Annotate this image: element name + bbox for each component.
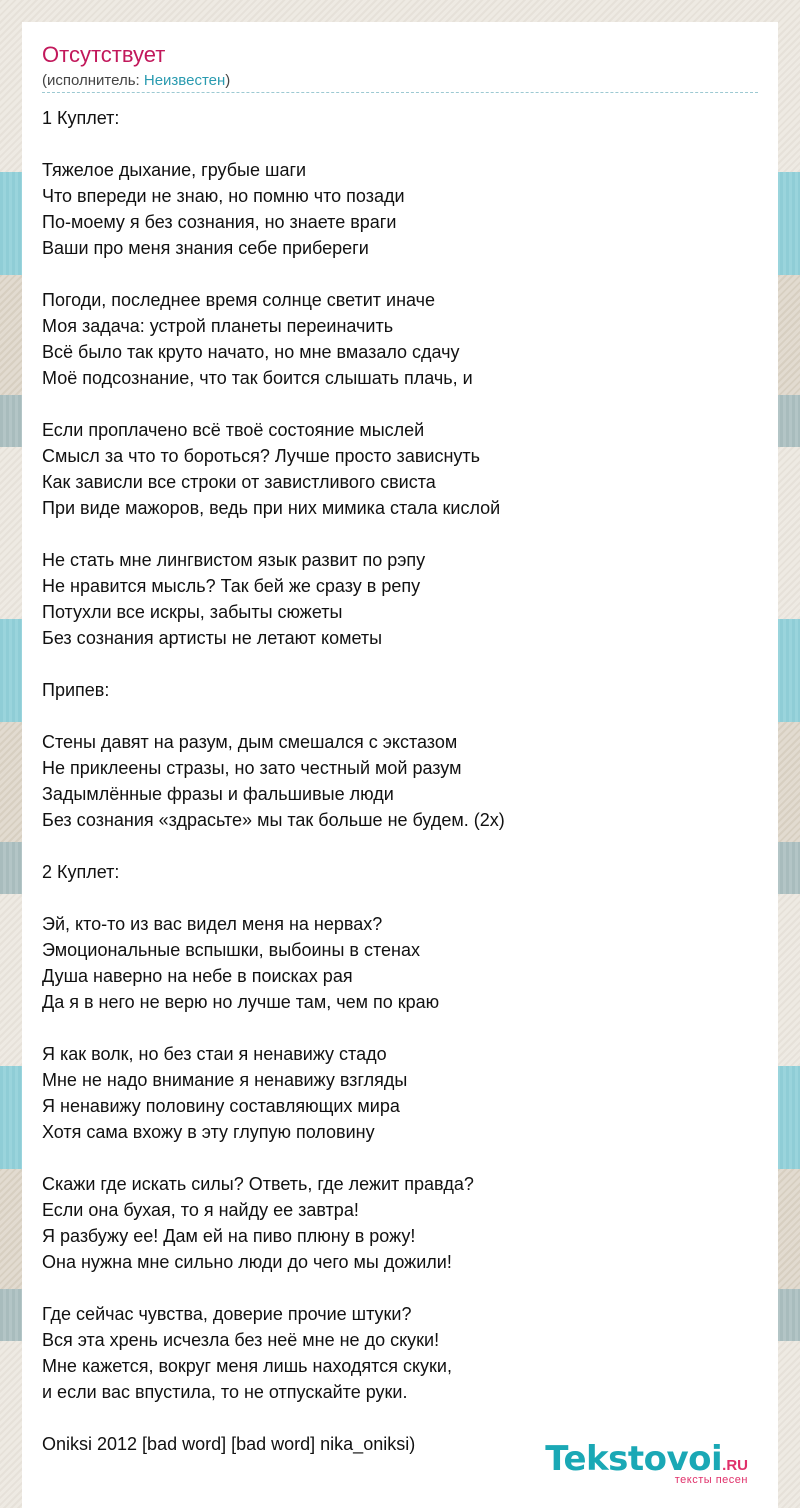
lyrics-card [22,22,778,1508]
lyric-line: Как зависли все строки от завистливого свиста [42,472,436,492]
lyric-line: Если проплачено всё твоё состояние мыслей [42,420,425,440]
artist-suffix: ) [225,72,231,89]
lyric-line: Без сознания «здрасьте» мы так больше не будем. (2х) [42,810,505,830]
lyric-line: Душа наверно на небе в поисках рая [42,966,353,986]
blank-line [42,833,758,859]
lyric-line: По-моему я без сознания, но знаете враги [42,212,397,232]
lyric-line: Я разбужу ее! Дам ей на пиво плюну в рожу! [42,1226,416,1246]
lyric-line: Мне не надо внимание я ненавижу взгляды [42,1070,408,1090]
logo-tagline: тексты песен [674,1474,748,1486]
lyric-line: Потухли все искры, забыты сюжеты [42,602,343,622]
lyric-line: Не нравится мысль? Так бей же сразу в репу [42,576,421,596]
lyric-line: Oniksi 2012 [bad word] [bad word] nika_oniksi) [42,1434,416,1454]
lyric-line: Где сейчас чувства, доверие прочие штуки? [42,1304,412,1324]
artist-line [42,72,230,89]
lyric-line: Мне кажется, вокруг меня лишь находятся скуки, [42,1356,452,1376]
blank-line [42,885,758,911]
lyrics-text [42,105,758,1457]
blank-line [42,1275,758,1301]
blank-line [42,1405,758,1431]
blank-line [42,131,758,157]
logo-name: Tekstovoi [545,1439,723,1479]
lyric-line: Если она бухая, то я найду ее завтра! [42,1200,359,1220]
lyric-line: Я как волк, но без стаи я ненавижу стадо [42,1044,387,1064]
title-divider [42,92,758,93]
lyric-line: Не приклеены стразы, но зато честный мой разум [42,758,462,778]
lyric-line: Не стать мне лингвистом язык развит по рэпу [42,550,426,570]
blank-line [42,1145,758,1171]
blank-line [42,703,758,729]
lyric-line: Погоди, последнее время солнце светит иначе [42,290,436,310]
lyric-line: Да я в него не верю но лучше там, чем по краю [42,992,440,1012]
lyric-line: и если вас впустила, то не отпускайте руки. [42,1382,408,1402]
lyric-line: Задымлённые фразы и фальшивые люди [42,784,394,804]
lyric-line: При виде мажоров, ведь при них мимика стала кислой [42,498,501,518]
lyric-line: Я ненавижу половину составляющих мира [42,1096,400,1116]
lyric-line: 2 Куплет: [42,862,120,882]
blank-line [42,261,758,287]
lyric-line: Припев: [42,680,110,700]
lyric-line: Эй, кто-то из вас видел меня на нервах? [42,914,383,934]
lyric-line: Она нужна мне сильно люди до чего мы дожили! [42,1252,452,1272]
artist-link[interactable]: Неизвестен [143,72,226,89]
lyric-line: 1 Куплет: [42,108,120,128]
logo-tld: .RU [722,1457,748,1474]
lyric-line: Всё было так круто начато, но мне вмазало сдачу [42,342,460,362]
site-logo[interactable] [545,1439,748,1486]
blank-line [42,651,758,677]
blank-line [42,521,758,547]
lyric-line: Моя задача: устрой планеты переиначить [42,316,394,336]
lyric-line: Ваши про меня знания себе прибереги [42,238,369,258]
lyric-line: Вся эта хрень исчезла без неё мне не до скуки! [42,1330,440,1350]
lyric-line: Без сознания артисты не летают кометы [42,628,383,648]
lyric-line: Тяжелое дыхание, грубые шаги [42,160,307,180]
artist-prefix: (исполнитель: [42,72,144,89]
lyric-line: Эмоциональные вспышки, выбоины в стенах [42,940,420,960]
blank-line [42,1015,758,1041]
lyric-line: Что впереди не знаю, но помню что позади [42,186,405,206]
blank-line [42,391,758,417]
lyric-line: Скажи где искать силы? Ответь, где лежит правда? [42,1174,474,1194]
lyric-line: Моё подсознание, что так боится слышать плачь, и [42,368,473,388]
lyric-line: Хотя сама вхожу в эту глупую половину [42,1122,375,1142]
song-title: Отсутствует [42,42,166,67]
lyric-line: Смысл за что то бороться? Лучше просто зависнуть [42,446,481,466]
lyric-line: Стены давят на разум, дым смешался с экстазом [42,732,458,752]
